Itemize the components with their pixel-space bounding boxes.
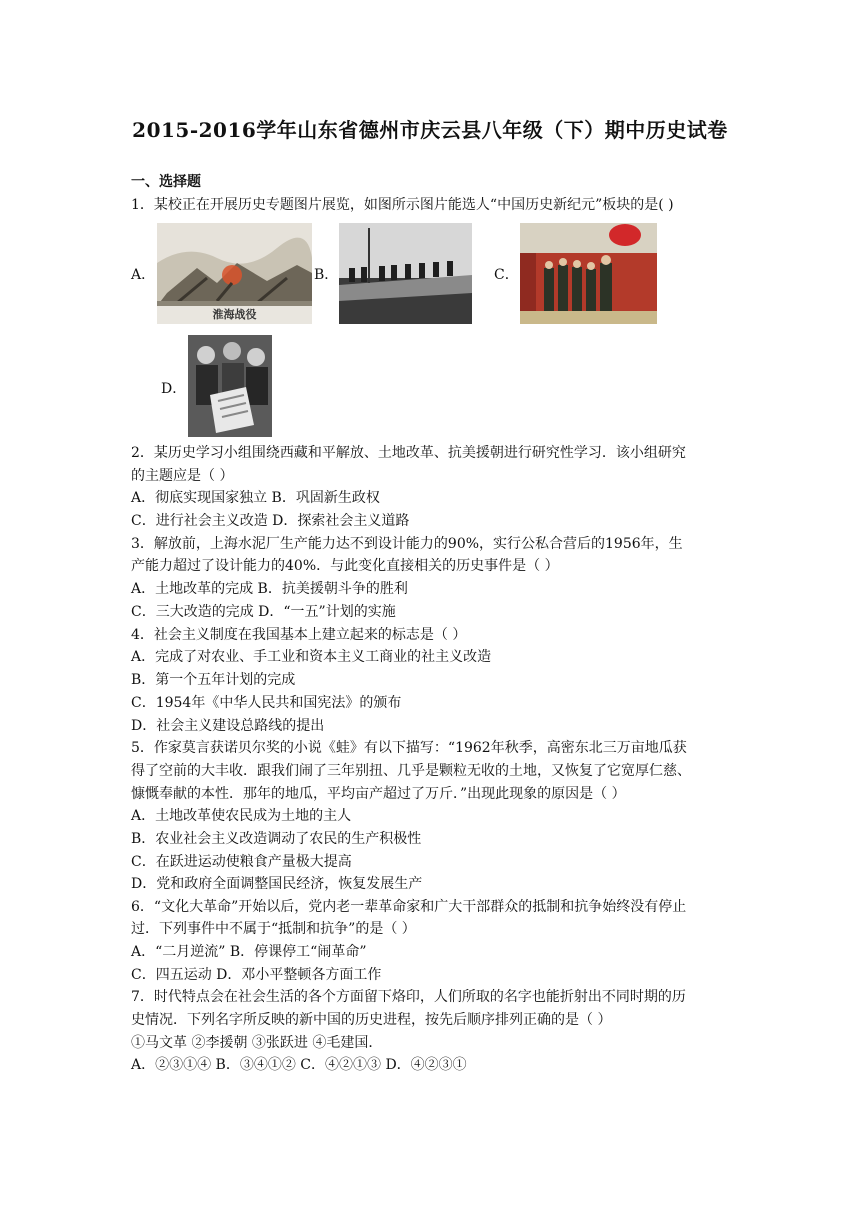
q4-option-d: D．社会主义建设总路线的提出 [131, 718, 325, 734]
q6-stem-line1: 6．“文化大革命”开始以后，党内老一辈革命家和广大干部群众的抵制和抗争始终没有停止 [131, 899, 687, 915]
q1-option-a-caption: 淮海战役 [157, 306, 312, 324]
q1-option-a-image[interactable] [157, 223, 312, 324]
q5-stem-line3: 慷慨奉献的本性．那年的地瓜，平均亩产超过了万斤．”出现此现象的原因是（ ） [131, 786, 626, 802]
q1-stem: 1．某校正在开展历史专题图片展览，如图所示图片能选人“中国历史新纪元”板块的是( ) [131, 197, 674, 213]
q1-option-d-label: D． [161, 381, 187, 397]
q6-stem-line2: 过．下列事件中不属于“抵制和抗争”的是（ ） [131, 921, 416, 937]
q4-option-b: B．第一个五年计划的完成 [131, 672, 296, 688]
q5-option-b: B．农业社会主义改造调动了农民的生产积极性 [131, 831, 422, 847]
q1-option-a-label: A． [131, 267, 156, 283]
q6-options-ab: A．“二月逆流” B．停课停工“闹革命” [131, 944, 367, 960]
q1-option-b-label: B． [314, 267, 339, 283]
q1-option-d-image[interactable] [188, 335, 272, 437]
section-heading: 一、选择题 [131, 174, 201, 190]
page-title: 2015-2016学年山东省德州市庆云县八年级（下）期中历史试卷 [132, 118, 728, 142]
q3-options-cd: C．三大改造的完成 D．“一五”计划的实施 [131, 604, 396, 620]
q5-option-c: C．在跃进运动使粮食产量极大提高 [131, 854, 352, 870]
q7-stem-line1: 7．时代特点会在社会生活的各个方面留下烙印，人们所取的名字也能折射出不同时期的历 [131, 989, 686, 1005]
q1-option-b-image[interactable] [339, 223, 472, 324]
q3-options-ab: A．土地改革的完成 B．抗美援朝斗争的胜利 [131, 581, 408, 597]
q4-option-c: C．1954年《中华人民共和国宪法》的颁布 [131, 695, 402, 711]
q5-option-a: A．土地改革使农民成为土地的主人 [131, 808, 352, 824]
q2-stem-line2: 的主题应是（ ） [131, 468, 234, 484]
q2-stem-line1: 2．某历史学习小组围绕西藏和平解放、土地改革、抗美援朝进行研究性学习．该小组研究 [131, 445, 686, 461]
q5-stem-line2: 得了空前的大丰收．跟我们闹了三年别扭、几乎是颗粒无收的土地，又恢复了它宽厚仁慈、 [131, 763, 691, 779]
q7-answer-options: A．②③①④ B．③④①② C．④②①③ D．④②③① [131, 1057, 467, 1073]
q2-options-cd: C．进行社会主义改造 D．探索社会主义道路 [131, 513, 410, 529]
q1-option-c-label: C． [494, 267, 519, 283]
q7-names: ①马文革 ②李援朝 ③张跃进 ④毛建国． [131, 1035, 383, 1051]
q6-options-cd: C．四五运动 D．邓小平整顿各方面工作 [131, 967, 382, 983]
q1-option-c-image[interactable] [520, 223, 657, 324]
q7-stem-line2: 史情况．下列名字所反映的新中国的历史进程，按先后顺序排列正确的是（ ） [131, 1012, 612, 1028]
q5-option-d: D．党和政府全面调整国民经济，恢复发展生产 [131, 876, 423, 892]
q4-option-a: A．完成了对农业、手工业和资本主义工商业的社主义改造 [131, 649, 492, 665]
q3-stem-line1: 3．解放前，上海水泥厂生产能力达不到设计能力的90%，实行公私合营后的1956年，生 [131, 536, 683, 552]
q2-options-ab: A．彻底实现国家独立 B．巩固新生政权 [131, 490, 380, 506]
q5-stem-line1: 5．作家莫言获诺贝尔奖的小说《蛙》有以下描写：“1962年秋季，高密东北三万亩地瓜获 [131, 740, 687, 756]
q3-stem-line2: 产能力超过了设计能力的40%．与此变化直接相关的历史事件是（ ） [131, 558, 559, 574]
q4-stem: 4．社会主义制度在我国基本上建立起来的标志是（ ） [131, 627, 467, 643]
